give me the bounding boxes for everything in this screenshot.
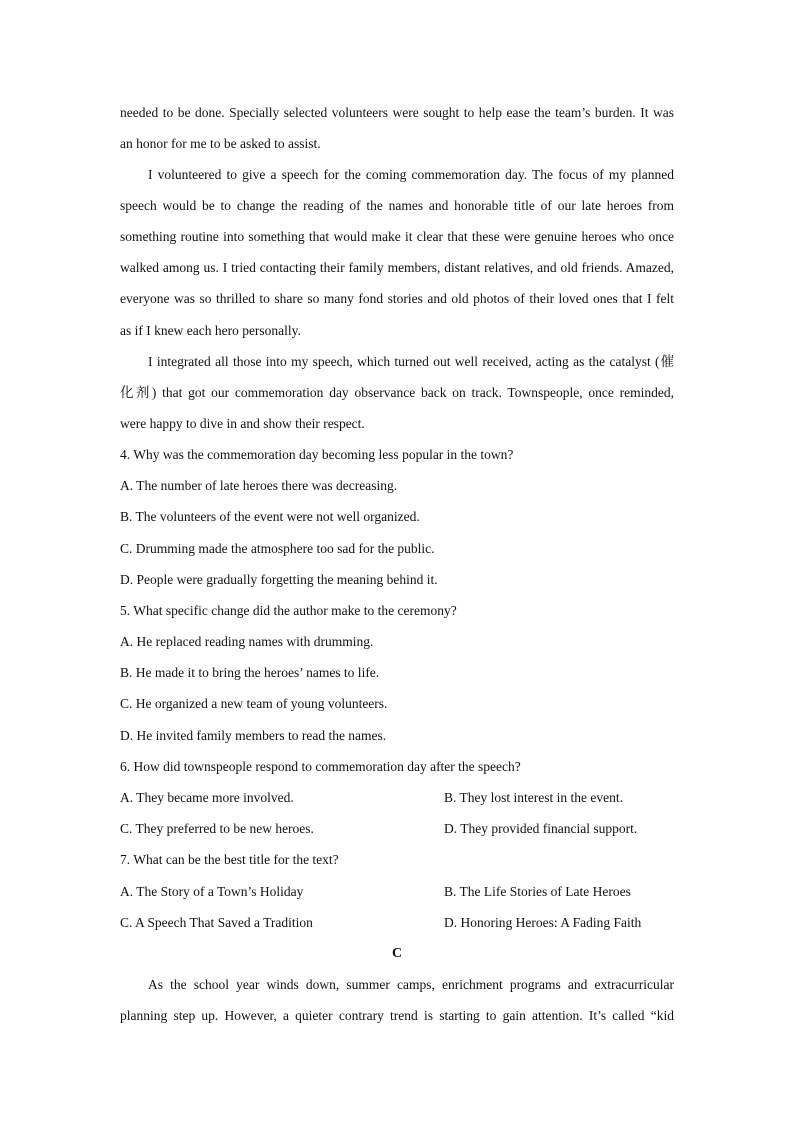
- passage-b-p2-line1: I volunteered to give a speech for the coming commemoration day. The focus of my planned: [148, 167, 674, 182]
- question-7-stem: 7. What can be the best title for the text?: [120, 852, 339, 867]
- passage-b-p2-line2: speech would be to change the reading of the names and honorable title of our late heroes from: [120, 198, 674, 213]
- section-c-heading: C: [391, 946, 403, 961]
- question-5-option-a: A. He replaced reading names with drumming.: [120, 634, 374, 649]
- passage-b-p1-line1: needed to be done. Specially selected volunteers were sought to help ease the team’s burden. It was: [120, 105, 674, 120]
- question-7-option-d: D. Honoring Heroes: A Fading Faith: [444, 915, 642, 930]
- passage-b-p3-line3: were happy to dive in and show their respect.: [120, 416, 365, 431]
- passage-b-p3-line1: I integrated all those into my speech, which turned out well received, acting as the catalyst (催: [148, 354, 674, 369]
- passage-b-p2-line3: something routine into something that would make it clear that these were genuine heroes who once: [120, 229, 674, 244]
- question-6-option-d: D. They provided financial support.: [444, 821, 638, 836]
- question-5-option-b: B. He made it to bring the heroes’ names to life.: [120, 665, 380, 680]
- question-4-option-c: C. Drumming made the atmosphere too sad for the public.: [120, 541, 435, 556]
- question-5-stem: 5. What specific change did the author make to the ceremony?: [120, 603, 457, 618]
- question-6-option-c: C. They preferred to be new heroes.: [120, 821, 314, 836]
- question-6-option-b: B. They lost interest in the event.: [444, 790, 623, 805]
- question-6-option-a: A. They became more involved.: [120, 790, 294, 805]
- section-c-p1-line2: planning step up. However, a quieter contrary trend is starting to gain attention. It’s called “kid: [120, 1008, 674, 1023]
- passage-b-p2-line4: walked among us. I tried contacting their family members, distant relatives, and old friends. Amazed,: [120, 260, 674, 275]
- question-4-option-a: A. The number of late heroes there was decreasing.: [120, 478, 398, 493]
- section-c-p1-line1: As the school year winds down, summer camps, enrichment programs and extracurricular: [148, 977, 674, 992]
- question-6-stem: 6. How did townspeople respond to commemoration day after the speech?: [120, 759, 521, 774]
- question-4-option-b: B. The volunteers of the event were not well organized.: [120, 509, 420, 524]
- question-4-option-d: D. People were gradually forgetting the meaning behind it.: [120, 572, 438, 587]
- question-7-option-a: A. The Story of a Town’s Holiday: [120, 884, 304, 899]
- question-5-option-d: D. He invited family members to read the names.: [120, 728, 387, 743]
- question-7-option-c: C. A Speech That Saved a Tradition: [120, 915, 313, 930]
- passage-b-p2-line5: everyone was so thrilled to share so many fond stories and old photos of their loved ones that I felt: [120, 291, 674, 306]
- passage-b-p2-line6: as if I knew each hero personally.: [120, 323, 301, 338]
- question-4-stem: 4. Why was the commemoration day becoming less popular in the town?: [120, 447, 514, 462]
- passage-b-p1-line2: an honor for me to be asked to assist.: [120, 136, 321, 151]
- question-5-option-c: C. He organized a new team of young volunteers.: [120, 696, 388, 711]
- question-7-option-b: B. The Life Stories of Late Heroes: [444, 884, 631, 899]
- passage-b-p3-line2: 化剂) that got our commemoration day observance back on track. Townspeople, once reminded,: [120, 385, 674, 400]
